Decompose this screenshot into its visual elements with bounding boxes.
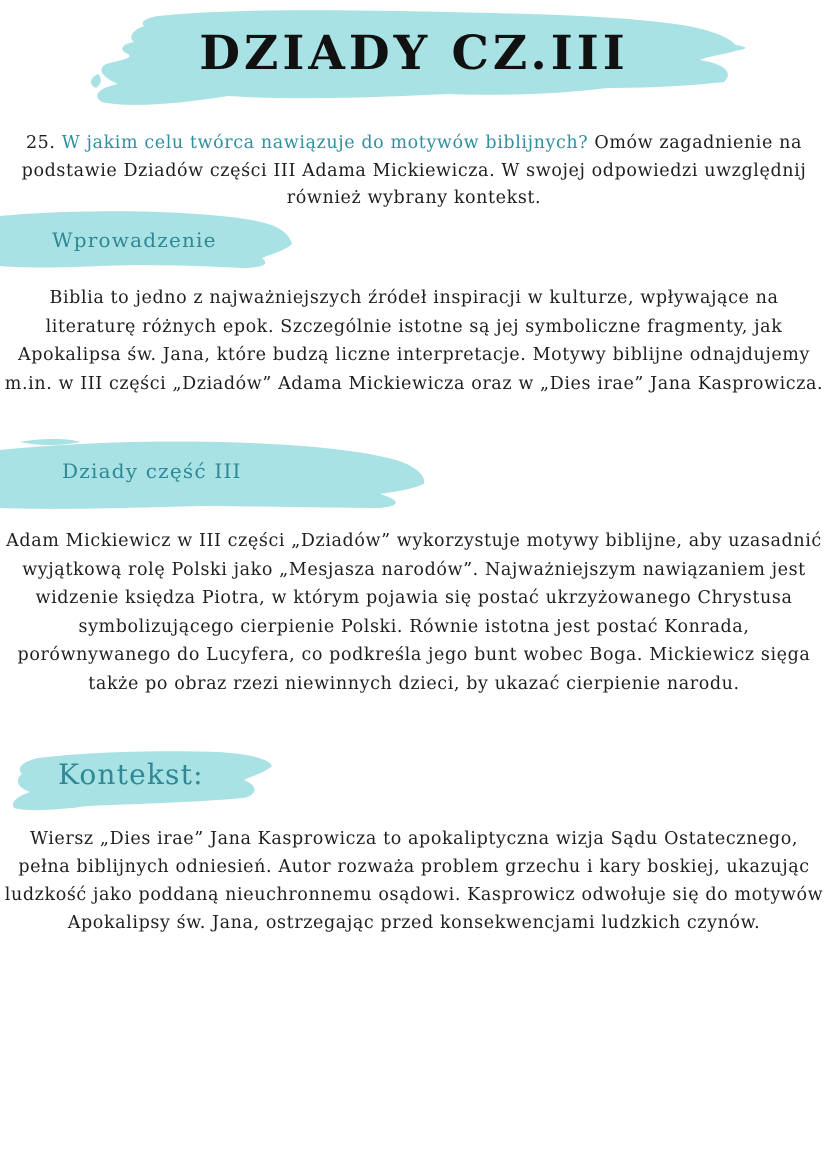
- question-rest: Omów zagadnienie na podstawie Dziadów części III Adama Mickiewicza. W swojej odpowiedzi uwzględnij również wybrany kontekst.: [21, 133, 807, 208]
- question-number: 25.: [25, 133, 56, 153]
- section-text-dziady: Adam Mickiewicz w III części „Dziadów” wykorzystuje motywy biblijne, aby uzasadnić wyjątkową rolę Polski jako „Mesjasza narodów”. Najważniejszym nawiązaniem jest widzenie księdza Piotra, w którym pojawia się postać ukrzyżowanego Chrystusa symbolizującego cierpienie Polski. Równie istotna jest postać Konrada, porównywanego do Lucyfera, co podkreśla jego bunt wobec Boga. Mickiewicz sięga także po obraz rzezi niewinnych dzieci, by ukazać cierpienie narodu.: [6, 531, 822, 694]
- section-text-intro: Biblia to jedno z najważniejszych źródeł inspiracji w kulturze, wpływające na literaturę różnych epok. Szczególnie istotne są jej symboliczne fragmenty, jak Apokalipsa św. Jana, które budzą liczne interpretacje. Motywy biblijne odnajdujemy m.in. w III części „Dziadów” Adama Mickiewicza oraz w „Dies irae” Jana Kasprowicza.: [4, 288, 824, 394]
- page-title: DZIADY CZ.III: [199, 26, 629, 81]
- section-heading-dziady: Dziady część III: [62, 459, 242, 483]
- section-heading-intro: Wprowadzenie: [52, 228, 217, 252]
- question-prompt: [6, 130, 822, 213]
- section-heading-context: Kontekst:: [58, 758, 204, 791]
- section-text-context: Wiersz „Dies irae” Jana Kasprowicza to apokaliptyczna wizja Sądu Ostatecznego, pełna biblijnych odniesień. Autor rozważa problem grzechu i kary boskiej, ukazując ludzkość jako poddaną nieuchronnemu osądowi. Kasprowicz odwołuje się do motywów Apokalipsy św. Jana, ostrzegając przed konsekwencjami ludzkich czynów.: [4, 829, 824, 933]
- question-highlight: W jakim celu twórca nawiązuje do motywów biblijnych?: [61, 133, 589, 153]
